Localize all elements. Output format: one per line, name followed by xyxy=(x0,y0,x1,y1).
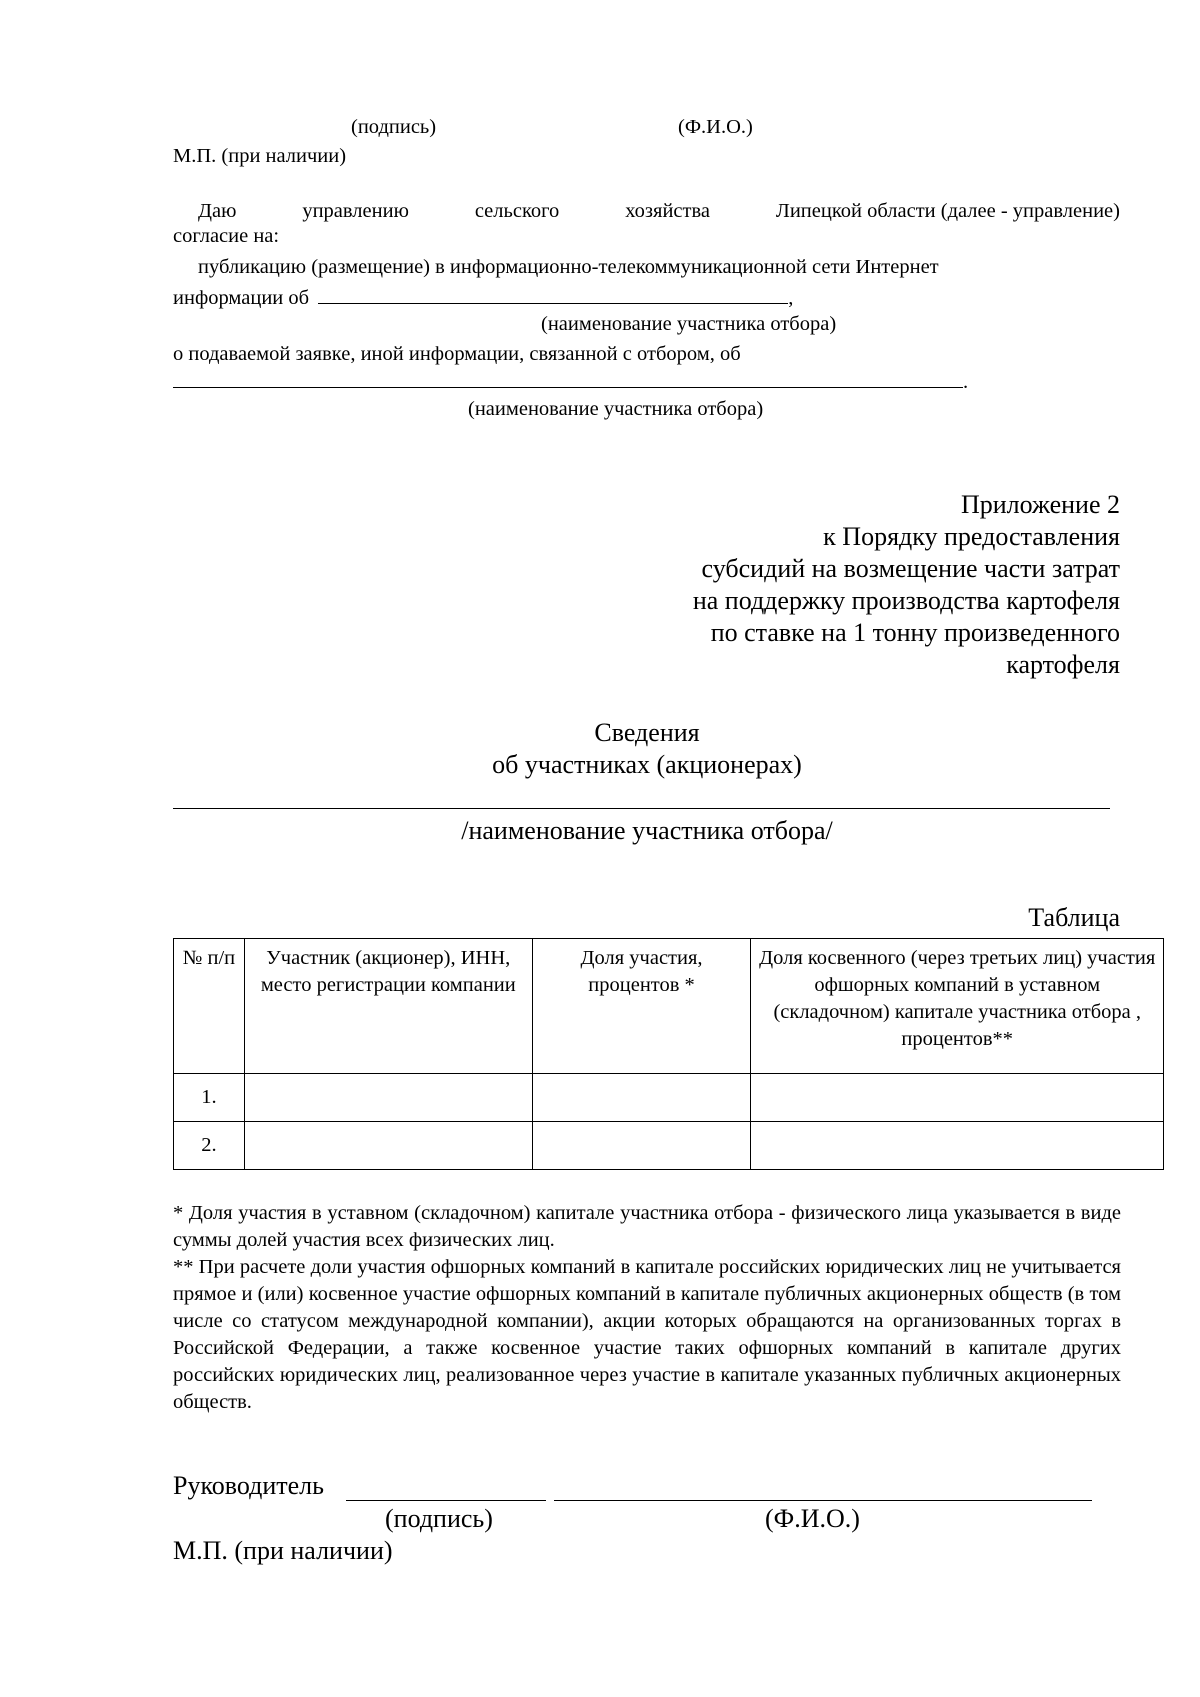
consent-word: Липецкой области (далее - управление) xyxy=(775,200,1120,222)
appendix-line: по ставке на 1 тонну произведенного xyxy=(710,618,1120,647)
signature-line[interactable] xyxy=(346,1500,546,1501)
row-number: 2. xyxy=(174,1122,245,1170)
signature-caption: (подпись) xyxy=(351,116,437,138)
name-line[interactable] xyxy=(554,1500,1092,1501)
table-header-row xyxy=(174,939,1164,1074)
appendix-line: к Порядку предоставления xyxy=(823,522,1120,551)
name-caption-1: (наименование участника отбора) xyxy=(541,313,837,335)
consent-line-5: о подаваемой заявке, иной информации, связанной с отбором, об xyxy=(173,343,741,365)
signature-caption: (подпись) xyxy=(385,1504,493,1533)
consent-line-2: согласие на: xyxy=(173,225,280,247)
consent-prefix: информации об xyxy=(173,287,310,309)
consent-line-3: публикацию (размещение) в информационно-телекоммуникационной сети Интернет xyxy=(198,256,939,278)
appendix-line: Приложение 2 xyxy=(960,490,1120,519)
consent-word: Даю xyxy=(198,200,237,222)
page-title: Сведения xyxy=(594,718,700,747)
name-caption: (Ф.И.О.) xyxy=(765,1504,860,1533)
cell-offshore-share[interactable] xyxy=(751,1122,1164,1170)
consent-word: хозяйства xyxy=(625,200,710,222)
consent-line-6 xyxy=(173,367,968,395)
head-label: Руководитель xyxy=(173,1471,324,1500)
consent-suffix: , xyxy=(788,287,794,309)
header-share: Доля участия, процентов * xyxy=(532,939,751,1074)
participant-name-line xyxy=(173,808,1110,809)
cell-offshore-share[interactable] xyxy=(751,1074,1164,1122)
participant-name-caption: /наименование участника отбора/ xyxy=(461,816,833,845)
stamp-note: М.П. (при наличии) xyxy=(173,1536,393,1565)
consent-line-4 xyxy=(173,283,793,311)
consent-suffix: . xyxy=(963,371,969,393)
table-row xyxy=(174,1122,1164,1170)
cell-share[interactable] xyxy=(532,1122,751,1170)
header-number: № п/п xyxy=(174,939,245,1074)
cell-participant[interactable] xyxy=(244,1074,532,1122)
row-number: 1. xyxy=(174,1074,245,1122)
stamp-note: М.П. (при наличии) xyxy=(173,145,347,167)
consent-word: сельского xyxy=(474,200,560,222)
footnote-1: * Доля участия в уставном (складочном) капитале участника отбора - физического лица указывается в виде суммы долей участия всех физических лиц. xyxy=(173,1202,1121,1251)
name-caption-2: (наименование участника отбора) xyxy=(468,398,764,420)
appendix-line: картофеля xyxy=(1006,650,1120,679)
cell-share[interactable] xyxy=(532,1074,751,1122)
page-subtitle: об участниках (акционерах) xyxy=(492,750,802,779)
consent-line-1 xyxy=(198,198,1120,224)
table-row xyxy=(174,1074,1164,1122)
participants-table xyxy=(173,938,1164,1170)
consent-word: управлению xyxy=(302,200,409,222)
cell-participant[interactable] xyxy=(244,1122,532,1170)
header-offshore-share: Доля косвенного (через третьих лиц) участия офшорных компаний в уставном (складочном) капитале участника отбора , процентов** xyxy=(751,939,1164,1074)
participant-name-blank-1 xyxy=(318,283,788,304)
appendix-line: на поддержку производства картофеля xyxy=(692,586,1120,615)
header-participant: Участник (акционер), ИНН, место регистрации компании xyxy=(244,939,532,1074)
footnote-2: ** При расчете доли участия офшорных компаний в капитале российских юридических лиц не учитывается прямое и (или) косвенное участие офшорных компаний в капитале публичных акционерных обществ (в том числе со статусом международной компании), акции которых обращаются на организованных торгах в Российской Федерации, а также косвенное участие таких офшорных компаний в капитале других российских юридических лиц, реализованное через участие в капитале указанных публичных акционерных обществ. xyxy=(173,1256,1121,1413)
participant-name-blank-2 xyxy=(173,367,963,388)
appendix-line: субсидий на возмещение части затрат xyxy=(701,554,1120,583)
name-caption: (Ф.И.О.) xyxy=(678,116,753,138)
table-label: Таблица xyxy=(1028,903,1120,932)
